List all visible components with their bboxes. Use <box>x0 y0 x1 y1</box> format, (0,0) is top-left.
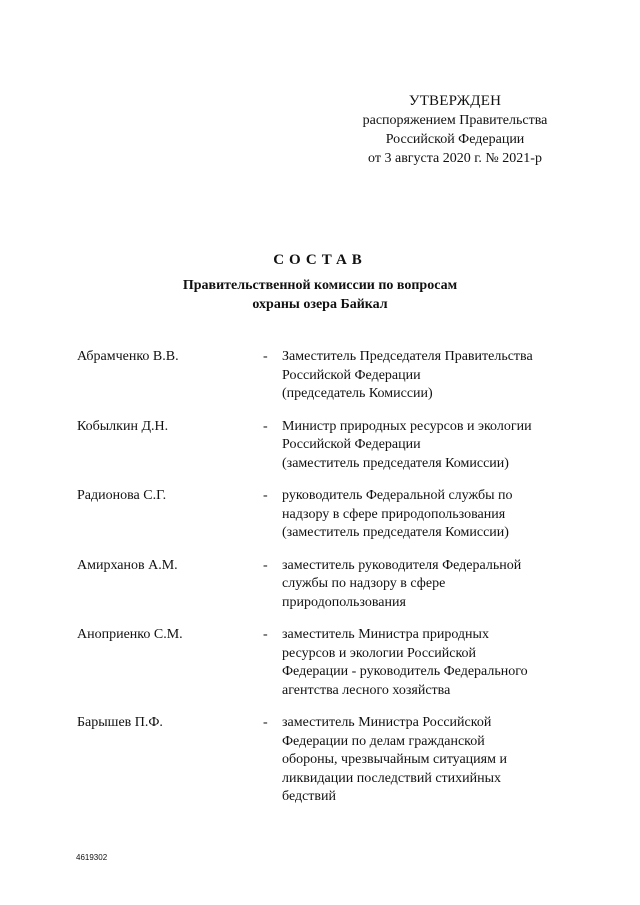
member-row <box>0 418 640 474</box>
member-name: Радионова С.Г. <box>77 488 167 503</box>
member-row <box>0 348 640 404</box>
member-dash: - <box>263 627 268 642</box>
member-role-line: агентства лесного хозяйства <box>282 682 451 698</box>
member-name: Абрамченко В.В. <box>77 349 179 364</box>
member-role-line: Российской Федерации <box>282 437 421 452</box>
member-name: Амирханов А.М. <box>77 557 178 573</box>
member-role-line: заместитель руководителя Федеральной <box>282 557 522 573</box>
member-role-line: (заместитель председателя Комиссии) <box>282 525 509 540</box>
member-role-line: Федерации - руководитель Федерального <box>282 664 528 679</box>
member-role-line: заместитель Министра Российской <box>282 715 492 730</box>
approval-heading: УТВЕРЖДЕН <box>408 93 502 109</box>
approval-line-2: Российской Федерации <box>385 132 525 147</box>
member-dash: - <box>263 557 268 573</box>
member-role <box>282 626 572 700</box>
member-role <box>282 714 572 807</box>
member-role <box>282 418 572 474</box>
document-title: СОСТАВ <box>273 252 367 268</box>
approval-line-3: от 3 августа 2020 г. № 2021-р <box>368 151 542 166</box>
member-role-line: Федерации по делам гражданской <box>282 733 485 749</box>
member-role-line: природопользования <box>282 594 406 610</box>
member-role-line: Заместитель Председателя Правительства <box>282 349 533 364</box>
member-dash: - <box>263 418 268 434</box>
member-role-line: Министр природных ресурсов и экологии <box>282 418 532 434</box>
member-role-line: бедствий <box>282 789 337 804</box>
member-role <box>282 348 572 404</box>
document-number: 4619302 <box>76 853 108 862</box>
member-role-line: службы по надзору в сфере <box>282 576 446 591</box>
subtitle-line-2: охраны озера Байкал <box>252 297 388 312</box>
member-dash: - <box>263 349 268 364</box>
member-role-line: Российской Федерации <box>282 367 421 383</box>
member-role <box>282 487 572 543</box>
member-name: Барышев П.Ф. <box>77 715 163 730</box>
member-row <box>0 626 640 700</box>
subtitle-line-1: Правительственной комиссии по вопросам <box>182 278 458 293</box>
members-list <box>0 348 640 807</box>
member-role-line: (заместитель председателя Комиссии) <box>282 455 509 471</box>
member-dash: - <box>263 715 268 730</box>
member-role-line: ликвидации последствий стихийных <box>282 770 502 786</box>
member-role <box>282 557 572 613</box>
member-role-line: надзору в сфере природопользования <box>282 506 506 522</box>
member-name: Аноприенко С.М. <box>77 627 183 642</box>
member-role-line: (председатель Комиссии) <box>282 386 433 401</box>
member-role-line: ресурсов и экологии Российской <box>282 645 477 661</box>
member-row <box>0 714 640 807</box>
member-role-line: руководитель Федеральной службы по <box>282 488 513 503</box>
approval-stamp <box>340 92 570 168</box>
member-role-line: обороны, чрезвычайным ситуациям и <box>282 752 507 767</box>
approval-line-1: распоряжением Правительства <box>362 113 548 128</box>
document-subtitle <box>0 276 640 314</box>
member-dash: - <box>263 488 268 503</box>
member-row <box>0 487 640 543</box>
member-role-line: заместитель Министра природных <box>282 627 489 642</box>
member-row <box>0 557 640 613</box>
member-name: Кобылкин Д.Н. <box>77 418 169 434</box>
